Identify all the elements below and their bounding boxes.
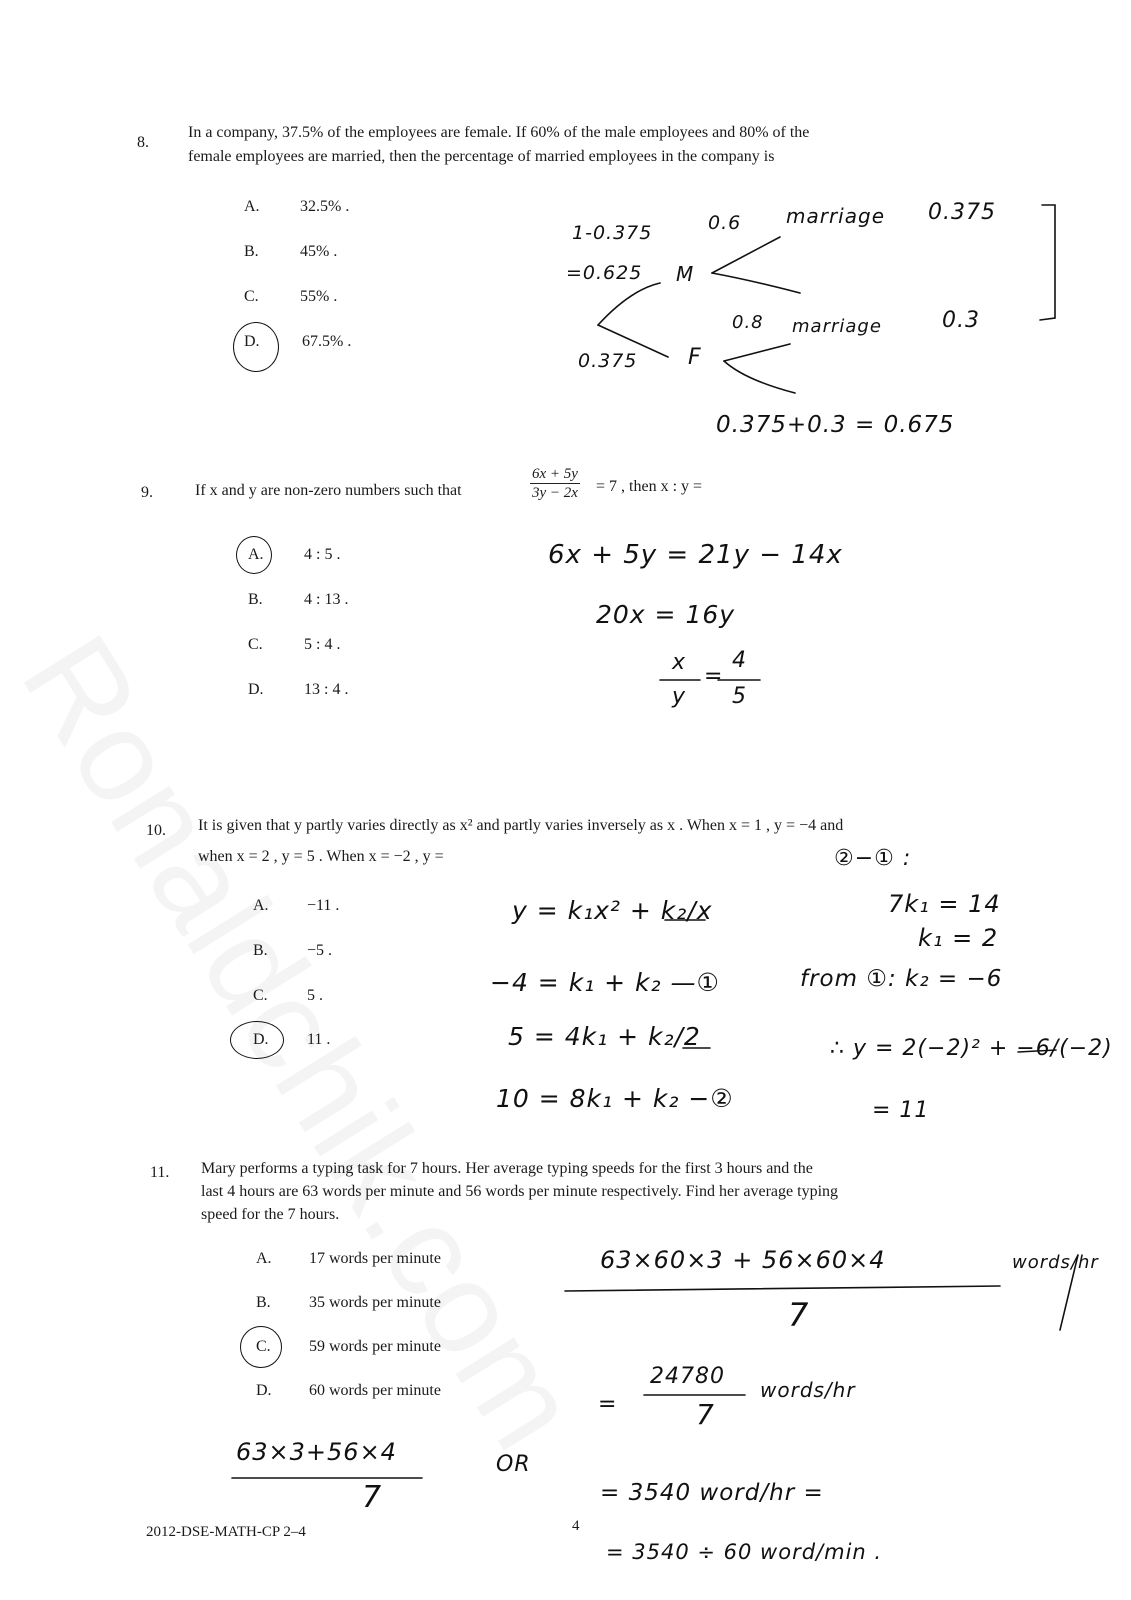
q8-hw-result-f: 0.3	[942, 308, 980, 333]
q8-hw-female-prob: 0.375	[578, 350, 638, 372]
q11-option-b[interactable]	[256, 1294, 441, 1312]
q11-text-line1: Mary performs a typing task for 7 hours. Her average typing speeds for the first 3 hours and the	[201, 1160, 813, 1177]
q9-hw-frac-lhs-den: y	[672, 684, 687, 709]
q11-hw-alt-num: 63×3+56×4	[236, 1438, 397, 1466]
q11-text-line3: speed for the 7 hours.	[201, 1206, 340, 1223]
q10-text-line1: It is given that y partly varies directly as x² and partly varies inversely as x . When x = 1 , y = −4 and	[198, 817, 844, 834]
q10-option-b[interactable]	[253, 942, 333, 960]
q10-hw-step3: from ①: k₂ = −6	[800, 966, 1003, 992]
q11-hw-eq-sign: =	[598, 1392, 618, 1417]
option-letter: D.	[244, 333, 260, 350]
q10-hw-step-head: ②−① :	[834, 846, 912, 871]
option-letter: C.	[256, 1338, 271, 1355]
option-letter: A.	[248, 546, 264, 563]
option-letter: B.	[256, 1294, 271, 1311]
q8-hw-female-married-prob: 0.8	[732, 312, 764, 333]
q10-option-a[interactable]	[253, 897, 340, 915]
q8-option-a[interactable]	[244, 198, 350, 216]
option-letter: B.	[253, 942, 268, 959]
q9-option-d[interactable]	[248, 681, 349, 699]
q8-hw-male-married-prob: 0.6	[708, 212, 742, 234]
q8-hw-female-label: F	[688, 345, 702, 370]
q9-hw-frac-lhs-num: x	[672, 650, 687, 675]
option-value: 32.5% .	[300, 198, 350, 215]
q11-hw-main-unit: words/hr	[1012, 1252, 1099, 1273]
q8-option-c[interactable]	[244, 288, 338, 306]
answer-circle-icon	[230, 1021, 284, 1059]
q11-number: 11.	[150, 1164, 170, 1181]
q8-hw-sum: 0.375+0.3 = 0.675	[716, 412, 955, 438]
q9-hw-line1: 6x + 5y = 21y − 14x	[548, 540, 843, 570]
q9-fraction	[530, 465, 580, 502]
q8-text-line2: female employees are married, then the percentage of married employees in the company is	[188, 148, 775, 165]
q10-hw-eq2b: 10 = 8k₁ + k₂ −②	[496, 1084, 734, 1113]
option-value: 4 : 13 .	[304, 591, 349, 608]
q11-hw-step2: = 3540 word/hr =	[600, 1480, 824, 1506]
q11-hw-main-num: 63×60×3 + 56×60×4	[600, 1246, 886, 1274]
q10-hw-eq2a: 5 = 4k₁ + k₂/2	[508, 1022, 701, 1051]
option-letter: A.	[256, 1250, 272, 1267]
q9-hw-line2: 20x = 16y	[596, 600, 736, 629]
q9-hw-frac-rhs-num: 4	[732, 648, 747, 673]
q8-hw-result-m: 0.375	[928, 200, 996, 225]
q10-hw-model: y = k₁x² + k₂/x	[512, 896, 713, 925]
q8-option-b[interactable]	[244, 243, 338, 261]
q8-text-line1: In a company, 37.5% of the employees are female. If 60% of the male employees and 80% of the	[188, 124, 810, 141]
q10-hw-step5: = 11	[872, 1098, 930, 1123]
option-letter: D.	[253, 1031, 269, 1048]
q8-number: 8.	[137, 134, 149, 151]
option-value: 4 : 5 .	[304, 546, 341, 563]
q9-number: 9.	[141, 484, 153, 501]
q11-option-d[interactable]	[256, 1382, 441, 1400]
q11-text-line2: last 4 hours are 63 words per minute and 56 words per minute respectively. Find her average typing	[201, 1183, 839, 1200]
q11-hw-or: OR	[496, 1452, 531, 1477]
option-value: 5 .	[307, 987, 323, 1004]
q9-text-prefix: If x and y are non-zero numbers such that	[195, 482, 462, 499]
option-value: 60 words per minute	[309, 1382, 441, 1399]
q10-hw-eq1: −4 = k₁ + k₂ —①	[490, 968, 720, 997]
q10-option-c[interactable]	[253, 987, 323, 1005]
option-value: −11 .	[307, 897, 340, 914]
q10-hw-step1: 7k₁ = 14	[888, 890, 1001, 918]
option-value: 11 .	[307, 1031, 331, 1048]
q10-text-line2: when x = 2 , y = 5 . When x = −2 , y =	[198, 848, 444, 865]
option-value: 45% .	[300, 243, 338, 260]
option-value: 13 : 4 .	[304, 681, 349, 698]
q8-hw-male-calc1: 1-0.375	[572, 222, 653, 244]
q9-text-suffix: = 7 , then x : y =	[596, 478, 703, 495]
option-value: 35 words per minute	[309, 1294, 441, 1311]
option-letter: A.	[244, 198, 260, 215]
option-letter: D.	[248, 681, 264, 698]
q11-hw-step1-num: 24780	[650, 1364, 725, 1389]
option-value: −5 .	[307, 942, 333, 959]
q9-fraction-numerator: 6x + 5y	[532, 466, 578, 482]
answer-circle-icon	[233, 322, 279, 372]
q11-hw-step1-unit: words/hr	[760, 1378, 856, 1402]
option-letter: C.	[253, 987, 268, 1004]
option-value: 59 words per minute	[309, 1338, 441, 1355]
q11-option-a[interactable]	[256, 1250, 441, 1268]
answer-circle-icon	[240, 1326, 282, 1368]
option-value: 55% .	[300, 288, 338, 305]
option-letter: B.	[248, 591, 263, 608]
answer-circle-icon	[236, 536, 272, 574]
q8-hw-married-word-2: marriage	[792, 316, 882, 337]
q8-hw-married-word-1: marriage	[786, 204, 885, 228]
q9-option-c[interactable]	[248, 636, 341, 654]
q9-option-b[interactable]	[248, 591, 349, 609]
option-value: 17 words per minute	[309, 1250, 441, 1267]
option-letter: A.	[253, 897, 269, 914]
option-value: 5 : 4 .	[304, 636, 341, 653]
q11-hw-alt-den: 7	[362, 1480, 383, 1515]
option-letter: C.	[244, 288, 259, 305]
q10-number: 10.	[146, 822, 166, 839]
q9-hw-frac-rhs-den: 5	[732, 684, 747, 709]
page-number: 4	[572, 1518, 580, 1534]
q10-hw-step4: ∴ y = 2(−2)² + −6/(−2)	[830, 1036, 1113, 1061]
q8-hw-male-calc2: =0.625	[566, 262, 643, 284]
q9-hw-equals: =	[704, 664, 724, 689]
option-letter: C.	[248, 636, 263, 653]
q10-hw-step2: k₁ = 2	[918, 924, 999, 952]
option-letter: D.	[256, 1382, 272, 1399]
exam-code: 2012-DSE-MATH-CP 2–4	[146, 1524, 306, 1540]
q8-hw-male-label: M	[676, 262, 695, 286]
q11-hw-step3: = 3540 ÷ 60 word/min .	[606, 1540, 883, 1564]
q9-fraction-denominator: 3y − 2x	[532, 485, 578, 501]
option-letter: B.	[244, 243, 259, 260]
q11-hw-step1-den: 7	[696, 1398, 715, 1431]
option-value: 67.5% .	[302, 333, 352, 350]
q11-hw-main-den: 7	[788, 1296, 810, 1334]
